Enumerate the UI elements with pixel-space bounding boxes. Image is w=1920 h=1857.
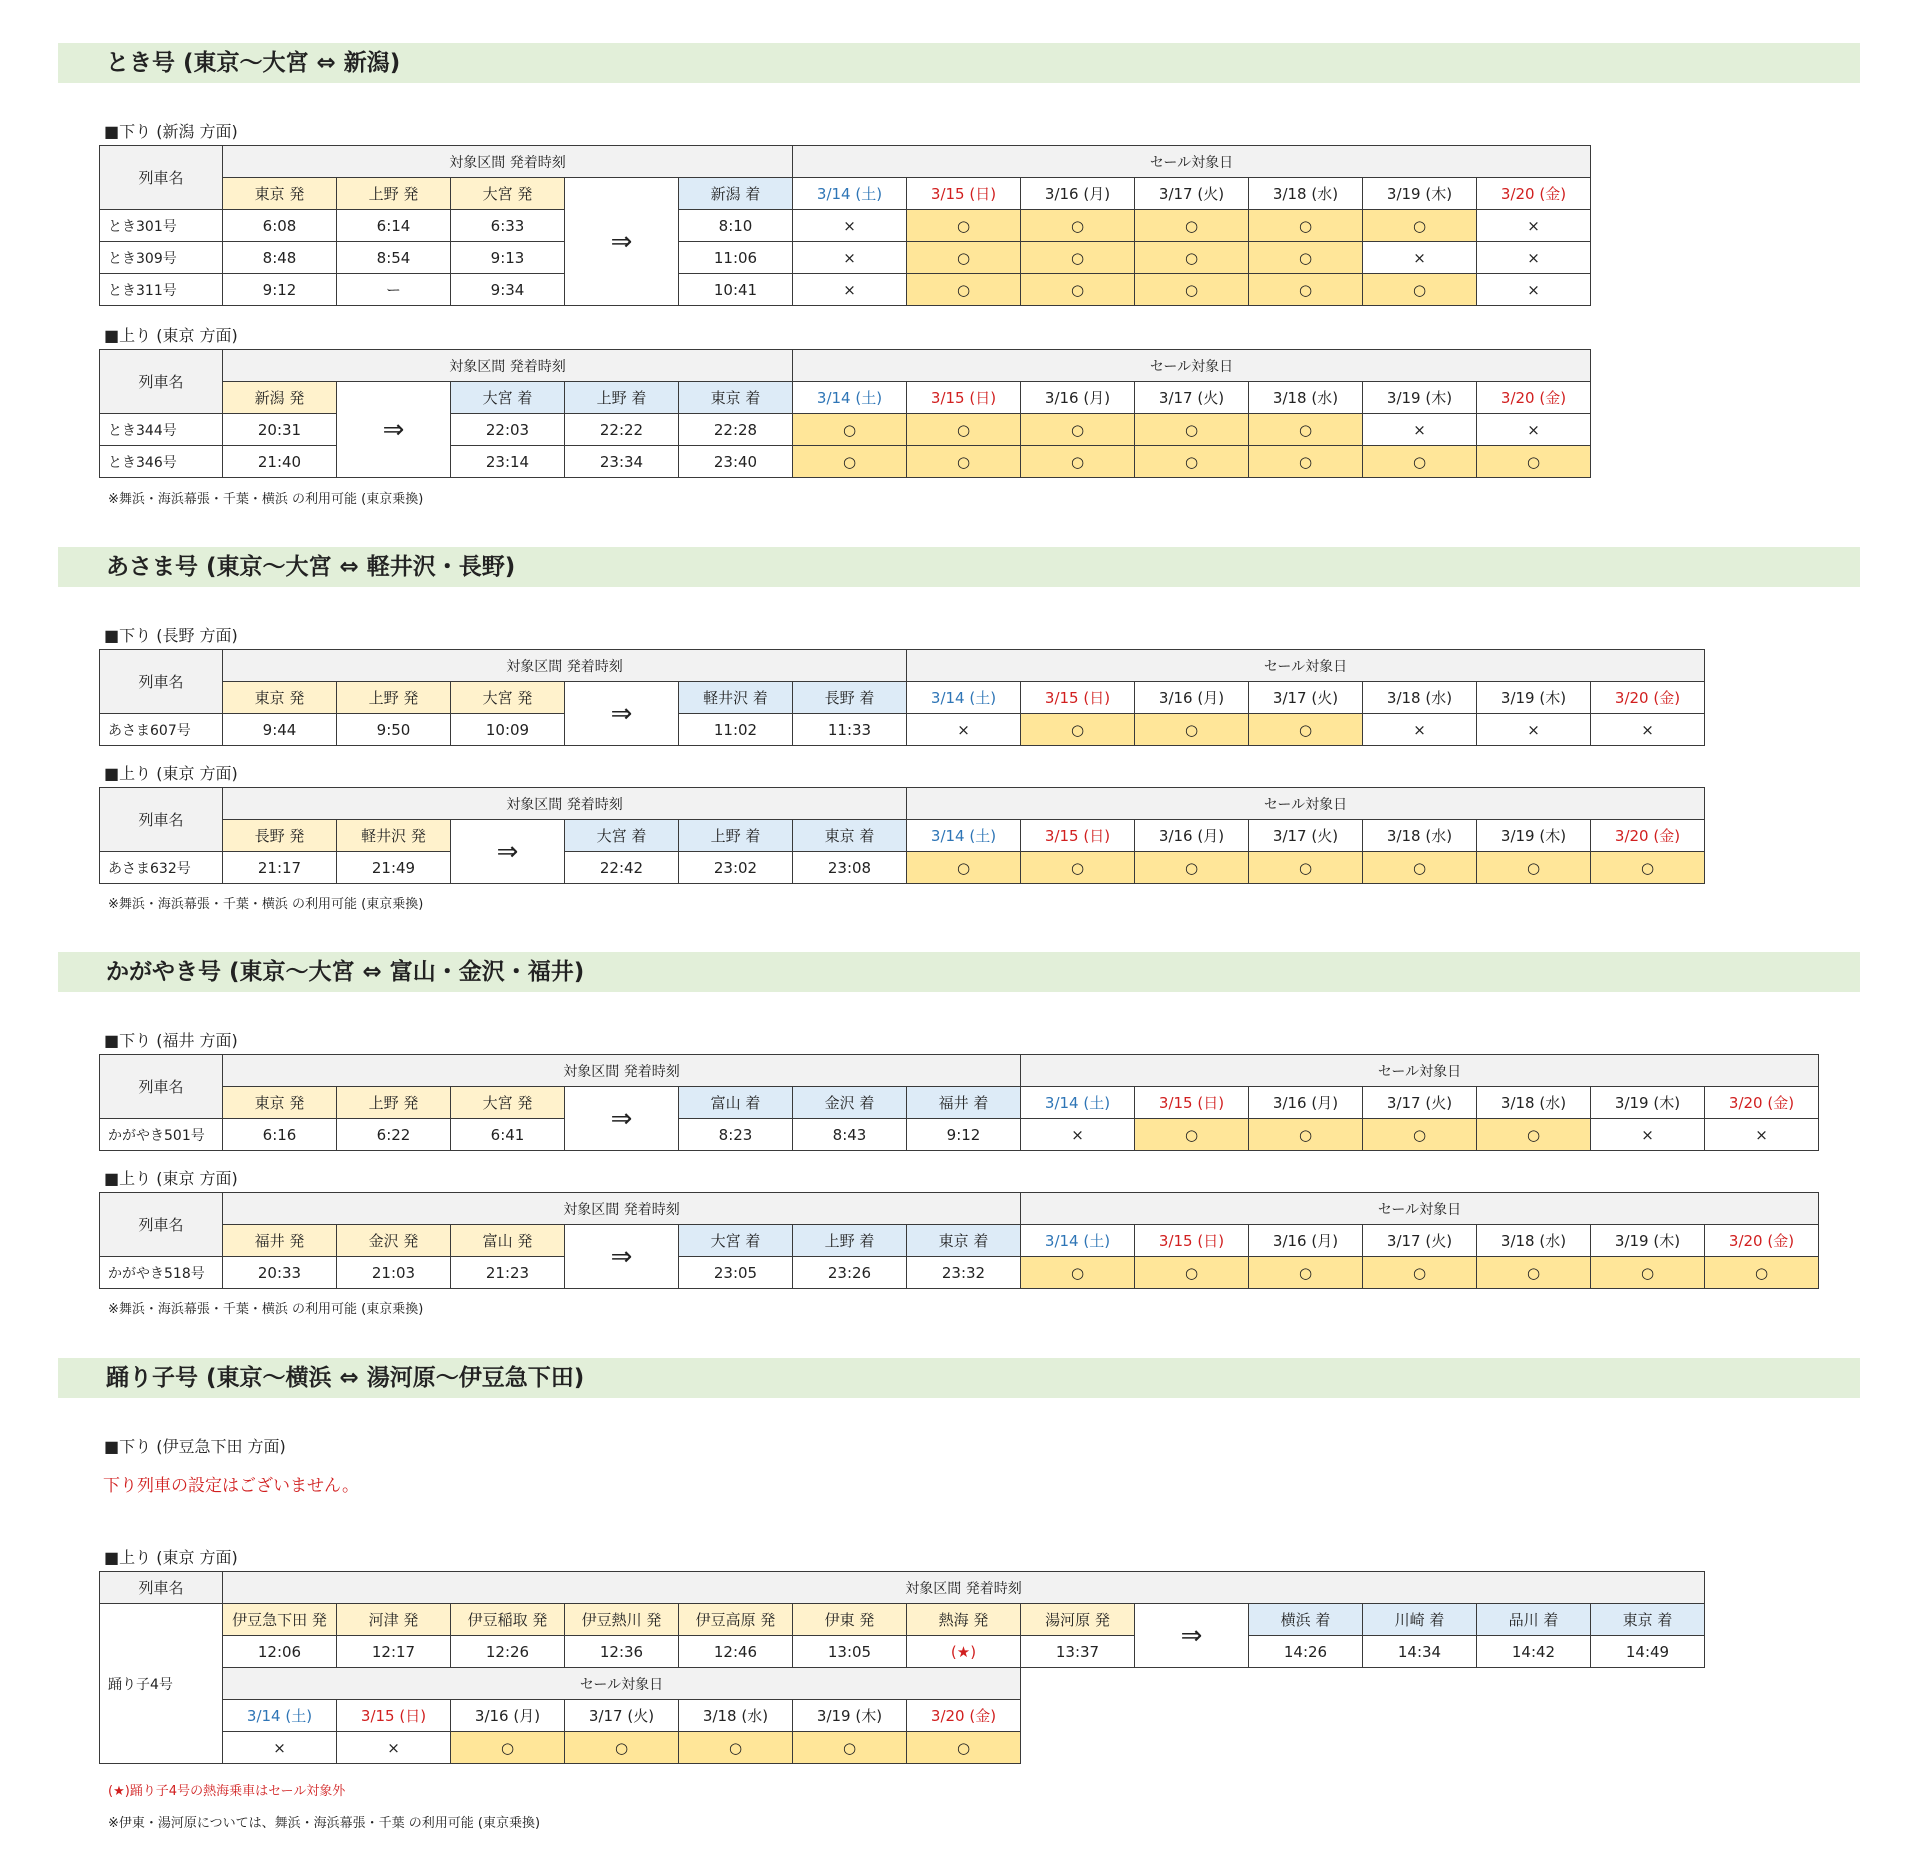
time-cell: 13:05 xyxy=(793,1636,907,1668)
day-header: 3/17 (火) xyxy=(1363,1087,1477,1119)
header-time-group: 対象区間 発着時刻 xyxy=(223,350,793,382)
sale-cell: ○ xyxy=(907,446,1021,478)
day-header: 3/19 (木) xyxy=(1591,1087,1705,1119)
station-header: 川崎 着 xyxy=(1363,1604,1477,1636)
sale-cell: ○ xyxy=(1363,852,1477,884)
day-header: 3/15 (日) xyxy=(907,382,1021,414)
time-cell: 21:40 xyxy=(223,446,337,478)
day-header: 3/19 (木) xyxy=(1591,1225,1705,1257)
sale-cell: × xyxy=(1477,414,1591,446)
day-header: 3/20 (金) xyxy=(1705,1087,1819,1119)
train-name: あさま632号 xyxy=(100,852,223,884)
time-cell: 22:03 xyxy=(451,414,565,446)
day-header: 3/17 (火) xyxy=(1249,682,1363,714)
sale-cell: ○ xyxy=(1363,210,1477,242)
header-time-group: 対象区間 発着時刻 xyxy=(223,1193,1021,1225)
table-row xyxy=(100,414,1591,446)
direction-arrow: ⇒ xyxy=(451,820,565,884)
day-header: 3/20 (金) xyxy=(1477,178,1591,210)
table-kagayaki-down xyxy=(99,1054,1819,1151)
sale-cell: ○ xyxy=(1249,242,1363,274)
table-row xyxy=(100,852,1705,884)
station-header: 横浜 着 xyxy=(1249,1604,1363,1636)
header-sale-group: セール対象日 xyxy=(1021,1193,1819,1225)
note-toki: ※舞浜・海浜幕張・千葉・横浜 の利用可能 (東京乗換) xyxy=(108,492,424,507)
station-header: 軽井沢 発 xyxy=(337,820,451,852)
time-cell: 22:22 xyxy=(565,414,679,446)
sale-cell: × xyxy=(793,210,907,242)
time-cell: 9:44 xyxy=(223,714,337,746)
note-odoriko: ※伊東・湯河原については、舞浜・海浜幕張・千葉 の利用可能 (東京乗換) xyxy=(108,1816,541,1831)
day-header: 3/18 (水) xyxy=(679,1700,793,1732)
day-header: 3/14 (土) xyxy=(223,1700,337,1732)
header-time-group: 対象区間 発着時刻 xyxy=(223,146,793,178)
sale-cell: ○ xyxy=(907,1732,1021,1764)
time-cell: 23:40 xyxy=(679,446,793,478)
direction-arrow: ⇒ xyxy=(1135,1604,1249,1668)
sale-cell: ○ xyxy=(1477,446,1591,478)
time-cell: 10:09 xyxy=(451,714,565,746)
station-header: 上野 発 xyxy=(337,178,451,210)
table-toki-up xyxy=(99,349,1591,478)
time-cell: 8:23 xyxy=(679,1119,793,1151)
day-header: 3/14 (土) xyxy=(793,382,907,414)
train-name: あさま607号 xyxy=(100,714,223,746)
time-cell: 12:36 xyxy=(565,1636,679,1668)
sale-cell: ○ xyxy=(793,446,907,478)
day-header: 3/19 (木) xyxy=(1477,682,1591,714)
day-header: 3/16 (月) xyxy=(1135,820,1249,852)
time-cell: 11:06 xyxy=(679,242,793,274)
station-header: 大宮 発 xyxy=(451,682,565,714)
header-sale-group: セール対象日 xyxy=(793,146,1591,178)
day-header: 3/15 (日) xyxy=(1135,1225,1249,1257)
station-header: 伊豆急下田 発 xyxy=(223,1604,337,1636)
header-train-name: 列車名 xyxy=(100,146,223,210)
station-header: 東京 着 xyxy=(793,820,907,852)
time-cell: 13:37 xyxy=(1021,1636,1135,1668)
time-cell: 14:42 xyxy=(1477,1636,1591,1668)
sale-cell: ○ xyxy=(1591,1257,1705,1289)
station-header: 河津 発 xyxy=(337,1604,451,1636)
sale-cell: ○ xyxy=(1591,852,1705,884)
sale-cell: ○ xyxy=(907,210,1021,242)
station-header: 上野 発 xyxy=(337,1087,451,1119)
time-cell: 14:49 xyxy=(1591,1636,1705,1668)
sale-cell: ○ xyxy=(1135,1257,1249,1289)
table-kagayaki-up xyxy=(99,1192,1819,1289)
station-header: 軽井沢 着 xyxy=(679,682,793,714)
time-cell: 20:31 xyxy=(223,414,337,446)
day-header: 3/18 (水) xyxy=(1363,682,1477,714)
table-row xyxy=(100,242,1591,274)
station-header: 福井 着 xyxy=(907,1087,1021,1119)
caption-toki-up: ■上り (東京 方面) xyxy=(104,326,238,345)
day-header: 3/17 (火) xyxy=(1249,820,1363,852)
header-train-name: 列車名 xyxy=(100,1055,223,1119)
day-header: 3/16 (月) xyxy=(1135,682,1249,714)
time-cell: 8:48 xyxy=(223,242,337,274)
station-header: 伊東 発 xyxy=(793,1604,907,1636)
time-cell: 23:34 xyxy=(565,446,679,478)
time-cell: 11:33 xyxy=(793,714,907,746)
sale-cell: ○ xyxy=(1135,210,1249,242)
table-row xyxy=(100,714,1705,746)
sale-cell: ○ xyxy=(907,242,1021,274)
day-header: 3/19 (木) xyxy=(1477,820,1591,852)
sale-cell: × xyxy=(1021,1119,1135,1151)
station-header: 大宮 着 xyxy=(451,382,565,414)
sale-cell: × xyxy=(1591,1119,1705,1151)
sale-cell: ○ xyxy=(1705,1257,1819,1289)
header-time-group: 対象区間 発着時刻 xyxy=(223,1572,1705,1604)
day-header: 3/15 (日) xyxy=(337,1700,451,1732)
sale-cell: × xyxy=(793,242,907,274)
sale-cell: ○ xyxy=(1477,1119,1591,1151)
table-row xyxy=(100,1257,1819,1289)
time-cell: 6:33 xyxy=(451,210,565,242)
sale-cell: ○ xyxy=(1249,414,1363,446)
direction-arrow: ⇒ xyxy=(565,682,679,746)
sale-cell: ○ xyxy=(793,1732,907,1764)
sale-cell: ○ xyxy=(1249,446,1363,478)
day-header: 3/14 (土) xyxy=(907,820,1021,852)
day-header: 3/19 (木) xyxy=(793,1700,907,1732)
time-cell: 10:41 xyxy=(679,274,793,306)
no-down-train-message: 下り列車の設定はございません。 xyxy=(103,1476,360,1496)
time-cell: 22:42 xyxy=(565,852,679,884)
sale-cell: ○ xyxy=(679,1732,793,1764)
train-name: とき301号 xyxy=(100,210,223,242)
sale-cell: ○ xyxy=(1135,274,1249,306)
station-header: 東京 着 xyxy=(907,1225,1021,1257)
sale-cell: ○ xyxy=(1249,1257,1363,1289)
sale-cell: ○ xyxy=(1363,1257,1477,1289)
direction-arrow: ⇒ xyxy=(565,1087,679,1151)
time-cell: 11:02 xyxy=(679,714,793,746)
sale-cell: × xyxy=(793,274,907,306)
sale-cell: ○ xyxy=(1249,852,1363,884)
caption-odoriko-up: ■上り (東京 方面) xyxy=(104,1548,238,1567)
header-train-name: 列車名 xyxy=(100,650,223,714)
sale-cell: ○ xyxy=(793,414,907,446)
sale-cell: × xyxy=(1591,714,1705,746)
time-cell: 21:49 xyxy=(337,852,451,884)
header-time-group: 対象区間 発着時刻 xyxy=(223,1055,1021,1087)
time-cell: ー xyxy=(337,274,451,306)
time-cell: 8:54 xyxy=(337,242,451,274)
sale-cell: ○ xyxy=(1249,1119,1363,1151)
sale-cell: × xyxy=(1477,274,1591,306)
station-header: 東京 着 xyxy=(1591,1604,1705,1636)
station-header: 東京 発 xyxy=(223,682,337,714)
station-header: 富山 着 xyxy=(679,1087,793,1119)
caption-asama-up: ■上り (東京 方面) xyxy=(104,764,238,783)
train-name: とき344号 xyxy=(100,414,223,446)
time-cell-star: (★) xyxy=(907,1636,1021,1668)
time-cell: 21:03 xyxy=(337,1257,451,1289)
station-header: 伊豆稲取 発 xyxy=(451,1604,565,1636)
time-cell: 12:06 xyxy=(223,1636,337,1668)
header-train-name: 列車名 xyxy=(100,1572,223,1604)
time-cell: 23:05 xyxy=(679,1257,793,1289)
day-header: 3/18 (水) xyxy=(1363,820,1477,852)
station-header: 東京 発 xyxy=(223,1087,337,1119)
day-header: 3/17 (火) xyxy=(565,1700,679,1732)
time-cell: 6:22 xyxy=(337,1119,451,1151)
section-band-toki xyxy=(58,43,1860,83)
day-header: 3/15 (日) xyxy=(1021,682,1135,714)
station-header: 金沢 着 xyxy=(793,1087,907,1119)
section-title-asama: あさま号 (東京～大宮 ⇔ 軽井沢・長野) xyxy=(106,554,516,580)
station-header: 東京 発 xyxy=(223,178,337,210)
time-cell: 8:10 xyxy=(679,210,793,242)
day-header: 3/19 (木) xyxy=(1363,178,1477,210)
day-header: 3/18 (水) xyxy=(1477,1225,1591,1257)
train-name: とき309号 xyxy=(100,242,223,274)
station-header: 富山 発 xyxy=(451,1225,565,1257)
station-header: 大宮 着 xyxy=(565,820,679,852)
time-cell: 12:17 xyxy=(337,1636,451,1668)
table-row xyxy=(100,446,1591,478)
station-header: 大宮 発 xyxy=(451,178,565,210)
time-cell: 12:26 xyxy=(451,1636,565,1668)
sale-cell: × xyxy=(1705,1119,1819,1151)
header-train-name: 列車名 xyxy=(100,788,223,852)
caption-toki-down: ■下り (新潟 方面) xyxy=(104,122,238,141)
sale-cell: ○ xyxy=(1021,414,1135,446)
time-cell: 21:17 xyxy=(223,852,337,884)
table-row xyxy=(100,1732,1705,1764)
caption-kagayaki-down: ■下り (福井 方面) xyxy=(104,1031,238,1050)
time-cell: 9:13 xyxy=(451,242,565,274)
time-cell: 8:43 xyxy=(793,1119,907,1151)
sale-cell: ○ xyxy=(1363,274,1477,306)
header-time-group: 対象区間 発着時刻 xyxy=(223,650,907,682)
caption-kagayaki-up: ■上り (東京 方面) xyxy=(104,1169,238,1188)
sale-cell: ○ xyxy=(1021,1257,1135,1289)
station-header: 上野 着 xyxy=(679,820,793,852)
day-header: 3/14 (土) xyxy=(1021,1087,1135,1119)
station-header: 東京 着 xyxy=(679,382,793,414)
sale-cell: × xyxy=(1477,210,1591,242)
time-cell: 6:14 xyxy=(337,210,451,242)
section-band-kagayaki xyxy=(58,952,1860,992)
sale-cell: × xyxy=(1363,714,1477,746)
sale-cell: × xyxy=(1477,714,1591,746)
station-header: 大宮 発 xyxy=(451,1087,565,1119)
train-name: とき311号 xyxy=(100,274,223,306)
station-header: 大宮 着 xyxy=(679,1225,793,1257)
station-header: 長野 発 xyxy=(223,820,337,852)
header-time-group: 対象区間 発着時刻 xyxy=(223,788,907,820)
day-header: 3/20 (金) xyxy=(1591,820,1705,852)
time-cell: 12:46 xyxy=(679,1636,793,1668)
header-sale-group: セール対象日 xyxy=(907,650,1705,682)
section-title-kagayaki: かがやき号 (東京～大宮 ⇔ 富山・金沢・福井) xyxy=(106,959,585,985)
time-cell: 21:23 xyxy=(451,1257,565,1289)
day-header: 3/16 (月) xyxy=(1021,178,1135,210)
note-asama: ※舞浜・海浜幕張・千葉・横浜 の利用可能 (東京乗換) xyxy=(108,897,424,912)
sale-cell: ○ xyxy=(1363,1119,1477,1151)
station-header: 湯河原 発 xyxy=(1021,1604,1135,1636)
time-cell: 6:08 xyxy=(223,210,337,242)
sale-cell: ○ xyxy=(1135,242,1249,274)
section-title-toki: とき号 (東京～大宮 ⇔ 新潟) xyxy=(106,50,401,76)
day-header: 3/15 (日) xyxy=(1021,820,1135,852)
table-toki-down xyxy=(99,145,1591,306)
sale-cell: ○ xyxy=(565,1732,679,1764)
time-cell: 23:14 xyxy=(451,446,565,478)
day-header: 3/15 (日) xyxy=(1135,1087,1249,1119)
station-header: 上野 着 xyxy=(565,382,679,414)
sale-cell: ○ xyxy=(1477,1257,1591,1289)
station-header: 上野 着 xyxy=(793,1225,907,1257)
day-header: 3/17 (火) xyxy=(1363,1225,1477,1257)
section-band-asama xyxy=(58,547,1860,587)
station-header: 上野 発 xyxy=(337,682,451,714)
header-train-name: 列車名 xyxy=(100,350,223,414)
time-cell: 9:34 xyxy=(451,274,565,306)
direction-arrow: ⇒ xyxy=(565,178,679,306)
sale-cell: ○ xyxy=(1135,1119,1249,1151)
day-header: 3/16 (月) xyxy=(1021,382,1135,414)
sale-cell: ○ xyxy=(907,414,1021,446)
direction-arrow: ⇒ xyxy=(565,1225,679,1289)
section-band-odoriko xyxy=(58,1358,1860,1398)
sale-cell: ○ xyxy=(1135,446,1249,478)
day-header: 3/20 (金) xyxy=(907,1700,1021,1732)
station-header: 熱海 発 xyxy=(907,1604,1021,1636)
time-cell: 9:12 xyxy=(223,274,337,306)
direction-arrow: ⇒ xyxy=(337,382,451,478)
table-asama-up xyxy=(99,787,1705,884)
day-header: 3/20 (金) xyxy=(1705,1225,1819,1257)
sale-cell: ○ xyxy=(1021,242,1135,274)
time-cell: 23:02 xyxy=(679,852,793,884)
day-header: 3/16 (月) xyxy=(1249,1225,1363,1257)
train-name: かがやき501号 xyxy=(100,1119,223,1151)
note-kagayaki: ※舞浜・海浜幕張・千葉・横浜 の利用可能 (東京乗換) xyxy=(108,1302,424,1317)
sale-cell: × xyxy=(1477,242,1591,274)
time-cell: 6:16 xyxy=(223,1119,337,1151)
day-header: 3/15 (日) xyxy=(907,178,1021,210)
day-header: 3/14 (土) xyxy=(907,682,1021,714)
sale-cell: × xyxy=(1363,414,1477,446)
header-sale-group: セール対象日 xyxy=(793,350,1591,382)
sale-cell: ○ xyxy=(1363,446,1477,478)
time-cell: 23:32 xyxy=(907,1257,1021,1289)
sale-cell: × xyxy=(1363,242,1477,274)
sale-cell: ○ xyxy=(451,1732,565,1764)
time-cell: 6:41 xyxy=(451,1119,565,1151)
sale-cell: ○ xyxy=(1021,274,1135,306)
sale-cell: × xyxy=(907,714,1021,746)
day-header: 3/20 (金) xyxy=(1477,382,1591,414)
train-name: かがやき518号 xyxy=(100,1257,223,1289)
day-header: 3/18 (水) xyxy=(1249,382,1363,414)
sale-cell: × xyxy=(223,1732,337,1764)
train-name: とき346号 xyxy=(100,446,223,478)
section-title-odoriko: 踊り子号 (東京～横浜 ⇔ 湯河原～伊豆急下田) xyxy=(106,1365,585,1391)
station-header: 新潟 着 xyxy=(679,178,793,210)
header-sale-group: セール対象日 xyxy=(907,788,1705,820)
table-row xyxy=(100,1119,1819,1151)
day-header: 3/17 (火) xyxy=(1135,178,1249,210)
table-row xyxy=(100,1636,1705,1668)
day-header: 3/14 (土) xyxy=(1021,1225,1135,1257)
sale-cell: ○ xyxy=(907,852,1021,884)
sale-cell: ○ xyxy=(1249,210,1363,242)
day-header: 3/16 (月) xyxy=(451,1700,565,1732)
header-train-name: 列車名 xyxy=(100,1193,223,1257)
sale-cell: ○ xyxy=(1135,852,1249,884)
sale-cell: × xyxy=(337,1732,451,1764)
time-cell: 14:26 xyxy=(1249,1636,1363,1668)
time-cell: 20:33 xyxy=(223,1257,337,1289)
sale-cell: ○ xyxy=(1135,414,1249,446)
station-header: 伊豆熱川 発 xyxy=(565,1604,679,1636)
caption-odoriko-down: ■下り (伊豆急下田 方面) xyxy=(104,1437,286,1456)
day-header: 3/18 (水) xyxy=(1477,1087,1591,1119)
sale-cell: ○ xyxy=(1249,714,1363,746)
station-header: 金沢 発 xyxy=(337,1225,451,1257)
sale-cell: ○ xyxy=(907,274,1021,306)
station-header: 伊豆高原 発 xyxy=(679,1604,793,1636)
day-header: 3/16 (月) xyxy=(1249,1087,1363,1119)
sale-cell: ○ xyxy=(1021,210,1135,242)
time-cell: 9:12 xyxy=(907,1119,1021,1151)
station-header: 福井 発 xyxy=(223,1225,337,1257)
day-header: 3/18 (水) xyxy=(1249,178,1363,210)
time-cell: 23:08 xyxy=(793,852,907,884)
time-cell: 9:50 xyxy=(337,714,451,746)
header-sale-group: セール対象日 xyxy=(1021,1055,1819,1087)
sale-cell: ○ xyxy=(1249,274,1363,306)
note-star: (★)踊り子4号の熱海乗車はセール対象外 xyxy=(108,1784,346,1799)
sale-cell: ○ xyxy=(1021,446,1135,478)
caption-asama-down: ■下り (長野 方面) xyxy=(104,626,238,645)
time-cell: 14:34 xyxy=(1363,1636,1477,1668)
day-header: 3/17 (火) xyxy=(1135,382,1249,414)
sale-cell: ○ xyxy=(1021,714,1135,746)
day-header: 3/19 (木) xyxy=(1363,382,1477,414)
sale-cell: ○ xyxy=(1021,852,1135,884)
header-sale-group: セール対象日 xyxy=(223,1668,1021,1700)
station-header: 品川 着 xyxy=(1477,1604,1591,1636)
time-cell: 23:26 xyxy=(793,1257,907,1289)
day-header: 3/20 (金) xyxy=(1591,682,1705,714)
sale-cell: ○ xyxy=(1135,714,1249,746)
day-header: 3/14 (土) xyxy=(793,178,907,210)
sale-cell: ○ xyxy=(1477,852,1591,884)
station-header: 新潟 発 xyxy=(223,382,337,414)
table-asama-down xyxy=(99,649,1705,746)
table-row xyxy=(100,210,1591,242)
table-row xyxy=(100,274,1591,306)
table-odoriko-up xyxy=(99,1571,1705,1764)
train-name: 踊り子4号 xyxy=(100,1604,223,1764)
station-header: 長野 着 xyxy=(793,682,907,714)
time-cell: 22:28 xyxy=(679,414,793,446)
